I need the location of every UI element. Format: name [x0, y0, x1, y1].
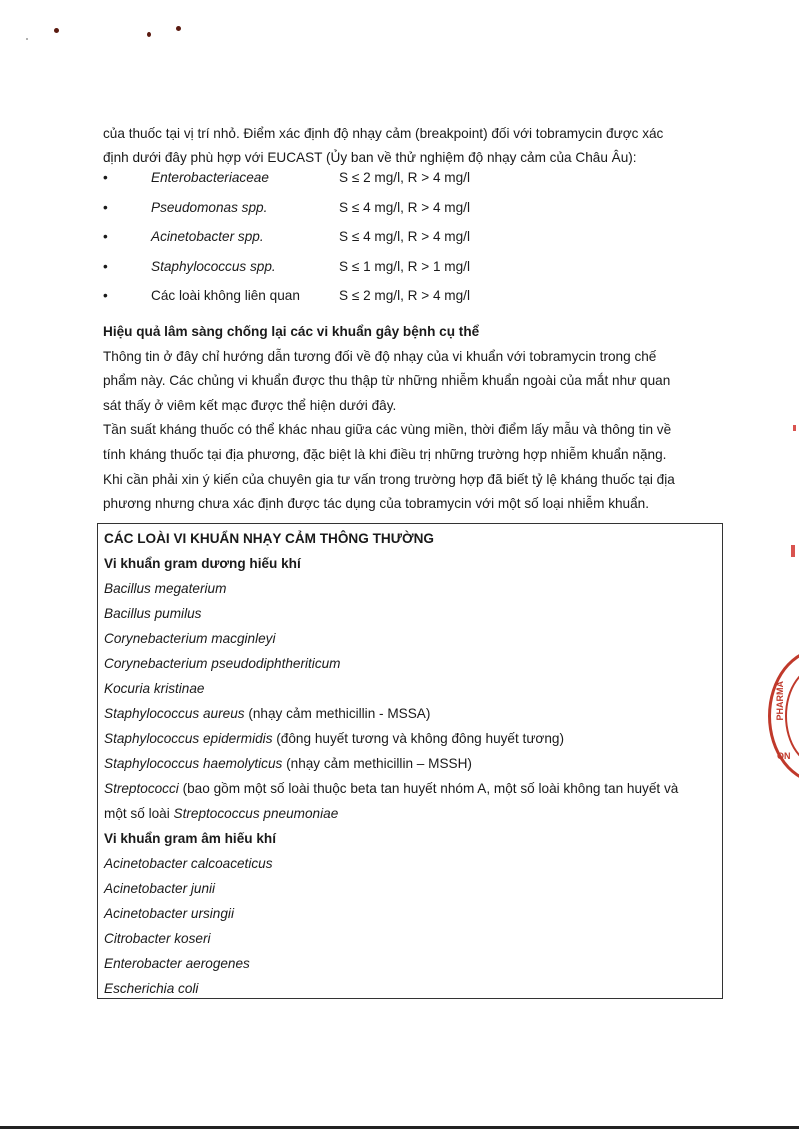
- breakpoint-item: [103, 229, 719, 259]
- species-name: Bacillus megaterium: [104, 581, 227, 596]
- breakpoint-criteria: S ≤ 4 mg/l, R > 4 mg/l: [339, 199, 470, 215]
- bullet: •: [103, 199, 108, 215]
- organism-name: Các loài không liên quan: [151, 288, 300, 303]
- breakpoint-item: [103, 170, 719, 200]
- scan-speck: [176, 26, 181, 31]
- species-row: [104, 801, 722, 826]
- species-name: Streptococci: [104, 781, 179, 796]
- species-name: Staphylococcus haemolyticus: [104, 756, 283, 771]
- species-row: Citrobacter koseri: [104, 931, 211, 946]
- intro-line: định dưới đây phù hợp với EUCAST (Ủy ban về thử nghiệm độ nhạy cảm của Châu Âu):: [103, 150, 637, 165]
- section-heading: Hiệu quả lâm sàng chống lại các vi khuẩn gây bệnh cụ thể: [103, 324, 480, 339]
- species-row: [104, 701, 722, 726]
- section-line: Thông tin ở đây chỉ hướng dẫn tương đối về độ nhạy của vi khuẩn với tobramycin trong chế: [103, 348, 657, 364]
- species-note: (nhạy cảm methicillin – MSSH): [282, 756, 472, 771]
- susceptible-species-table: [97, 523, 723, 999]
- section-line: phẩm này. Các chủng vi khuẩn được thu thập từ những nhiễm khuẩn ngoài của mắt như quan: [103, 373, 671, 389]
- species-row: [104, 776, 722, 801]
- breakpoint-item: [103, 288, 719, 318]
- section-line: sát thấy ở viêm kết mạc được thể hiện dưới đây.: [103, 397, 397, 413]
- species-row: [104, 601, 722, 626]
- organism-name: Enterobacteriaceae: [151, 170, 269, 185]
- scan-speck: [147, 32, 151, 37]
- clinical-efficacy-section: [103, 320, 719, 517]
- species-name: Streptococcus pneumoniae: [173, 806, 339, 821]
- species-row: [104, 626, 722, 651]
- species-row: [104, 576, 722, 601]
- breakpoint-criteria: S ≤ 2 mg/l, R > 4 mg/l: [339, 288, 470, 303]
- section-line: Tần suất kháng thuốc có thể khác nhau giữa các vùng miền, thời điểm lấy mẫu và thông tin về: [103, 422, 672, 438]
- species-name: Staphylococcus epidermidis: [104, 731, 273, 746]
- species-row: [104, 751, 722, 776]
- species-name: Bacillus pumilus: [104, 606, 202, 621]
- bullet: •: [103, 229, 108, 244]
- species-row: [104, 676, 722, 701]
- scan-speck: [54, 28, 59, 33]
- species-row: Acinetobacter calcoaceticus: [104, 856, 273, 871]
- species-name: Kocuria kristinae: [104, 681, 205, 696]
- breakpoint-criteria: S ≤ 2 mg/l, R > 4 mg/l: [339, 170, 470, 185]
- organism-name: Acinetobacter spp.: [151, 229, 264, 244]
- section-line: tính kháng thuốc tại địa phương, đặc biệt là khi điều trị những trường hợp nhiễm khuẩn nặng.: [103, 446, 667, 462]
- section-line: phương nhưng chưa xác định được tác dụng của tobramycin với một số loại nhiễm khuẩn.: [103, 496, 650, 512]
- species-note: (nhạy cảm methicillin - MSSA): [244, 706, 431, 721]
- species-row: Acinetobacter ursingii: [104, 906, 234, 921]
- species-row: Enterobacter aerogenes: [104, 956, 250, 971]
- species-row: [104, 726, 722, 751]
- bullet: •: [103, 170, 108, 185]
- species-row: Acinetobacter junii: [104, 881, 216, 896]
- table-title: CÁC LOÀI VI KHUẨN NHẠY CẢM THÔNG THƯỜNG: [104, 531, 434, 546]
- breakpoint-item: [103, 200, 719, 230]
- breakpoint-item: [103, 259, 719, 289]
- intro-line: của thuốc tại vị trí nhỏ. Điểm xác định độ nhạy cảm (breakpoint) đối với tobramycin được xác: [103, 126, 664, 141]
- stamp-text: ON: [777, 751, 791, 761]
- group-heading: Vi khuẩn gram âm hiếu khí: [104, 831, 276, 846]
- bullet: •: [103, 258, 108, 274]
- page-bottom-rule: [0, 1126, 799, 1129]
- species-name: Corynebacterium macginleyi: [104, 631, 276, 646]
- scan-speck: [26, 38, 28, 40]
- species-name: Staphylococcus aureus: [104, 706, 245, 721]
- intro-paragraph: [103, 122, 719, 170]
- breakpoint-criteria: S ≤ 1 mg/l, R > 1 mg/l: [339, 258, 470, 274]
- species-row: [104, 651, 722, 676]
- organism-name: Staphylococcus spp.: [151, 258, 276, 274]
- stamp-mark: [791, 545, 795, 557]
- bullet: •: [103, 288, 108, 303]
- species-note: (bao gồm một số loài thuộc beta tan huyết nhóm A, một số loài không tan huyết và: [178, 781, 679, 796]
- species-name: Corynebacterium pseudodiphtheriticum: [104, 656, 341, 671]
- breakpoint-list: [103, 170, 719, 318]
- breakpoint-criteria: S ≤ 4 mg/l, R > 4 mg/l: [339, 229, 470, 244]
- section-line: Khi cần phải xin ý kiến của chuyên gia tư vấn trong trường hợp đã biết tỷ lệ kháng thuốc tại địa: [103, 471, 675, 487]
- stamp-text: PHARMA: [775, 681, 785, 721]
- pharma-stamp: [768, 648, 799, 784]
- group-heading: Vi khuẩn gram dương hiếu khí: [104, 556, 301, 571]
- species-note: một số loài: [104, 806, 174, 821]
- species-note: (đông huyết tương và không đông huyết tương): [272, 731, 564, 746]
- species-row: Escherichia coli: [104, 981, 199, 996]
- stamp-mark: [793, 425, 796, 431]
- organism-name: Pseudomonas spp.: [151, 199, 268, 215]
